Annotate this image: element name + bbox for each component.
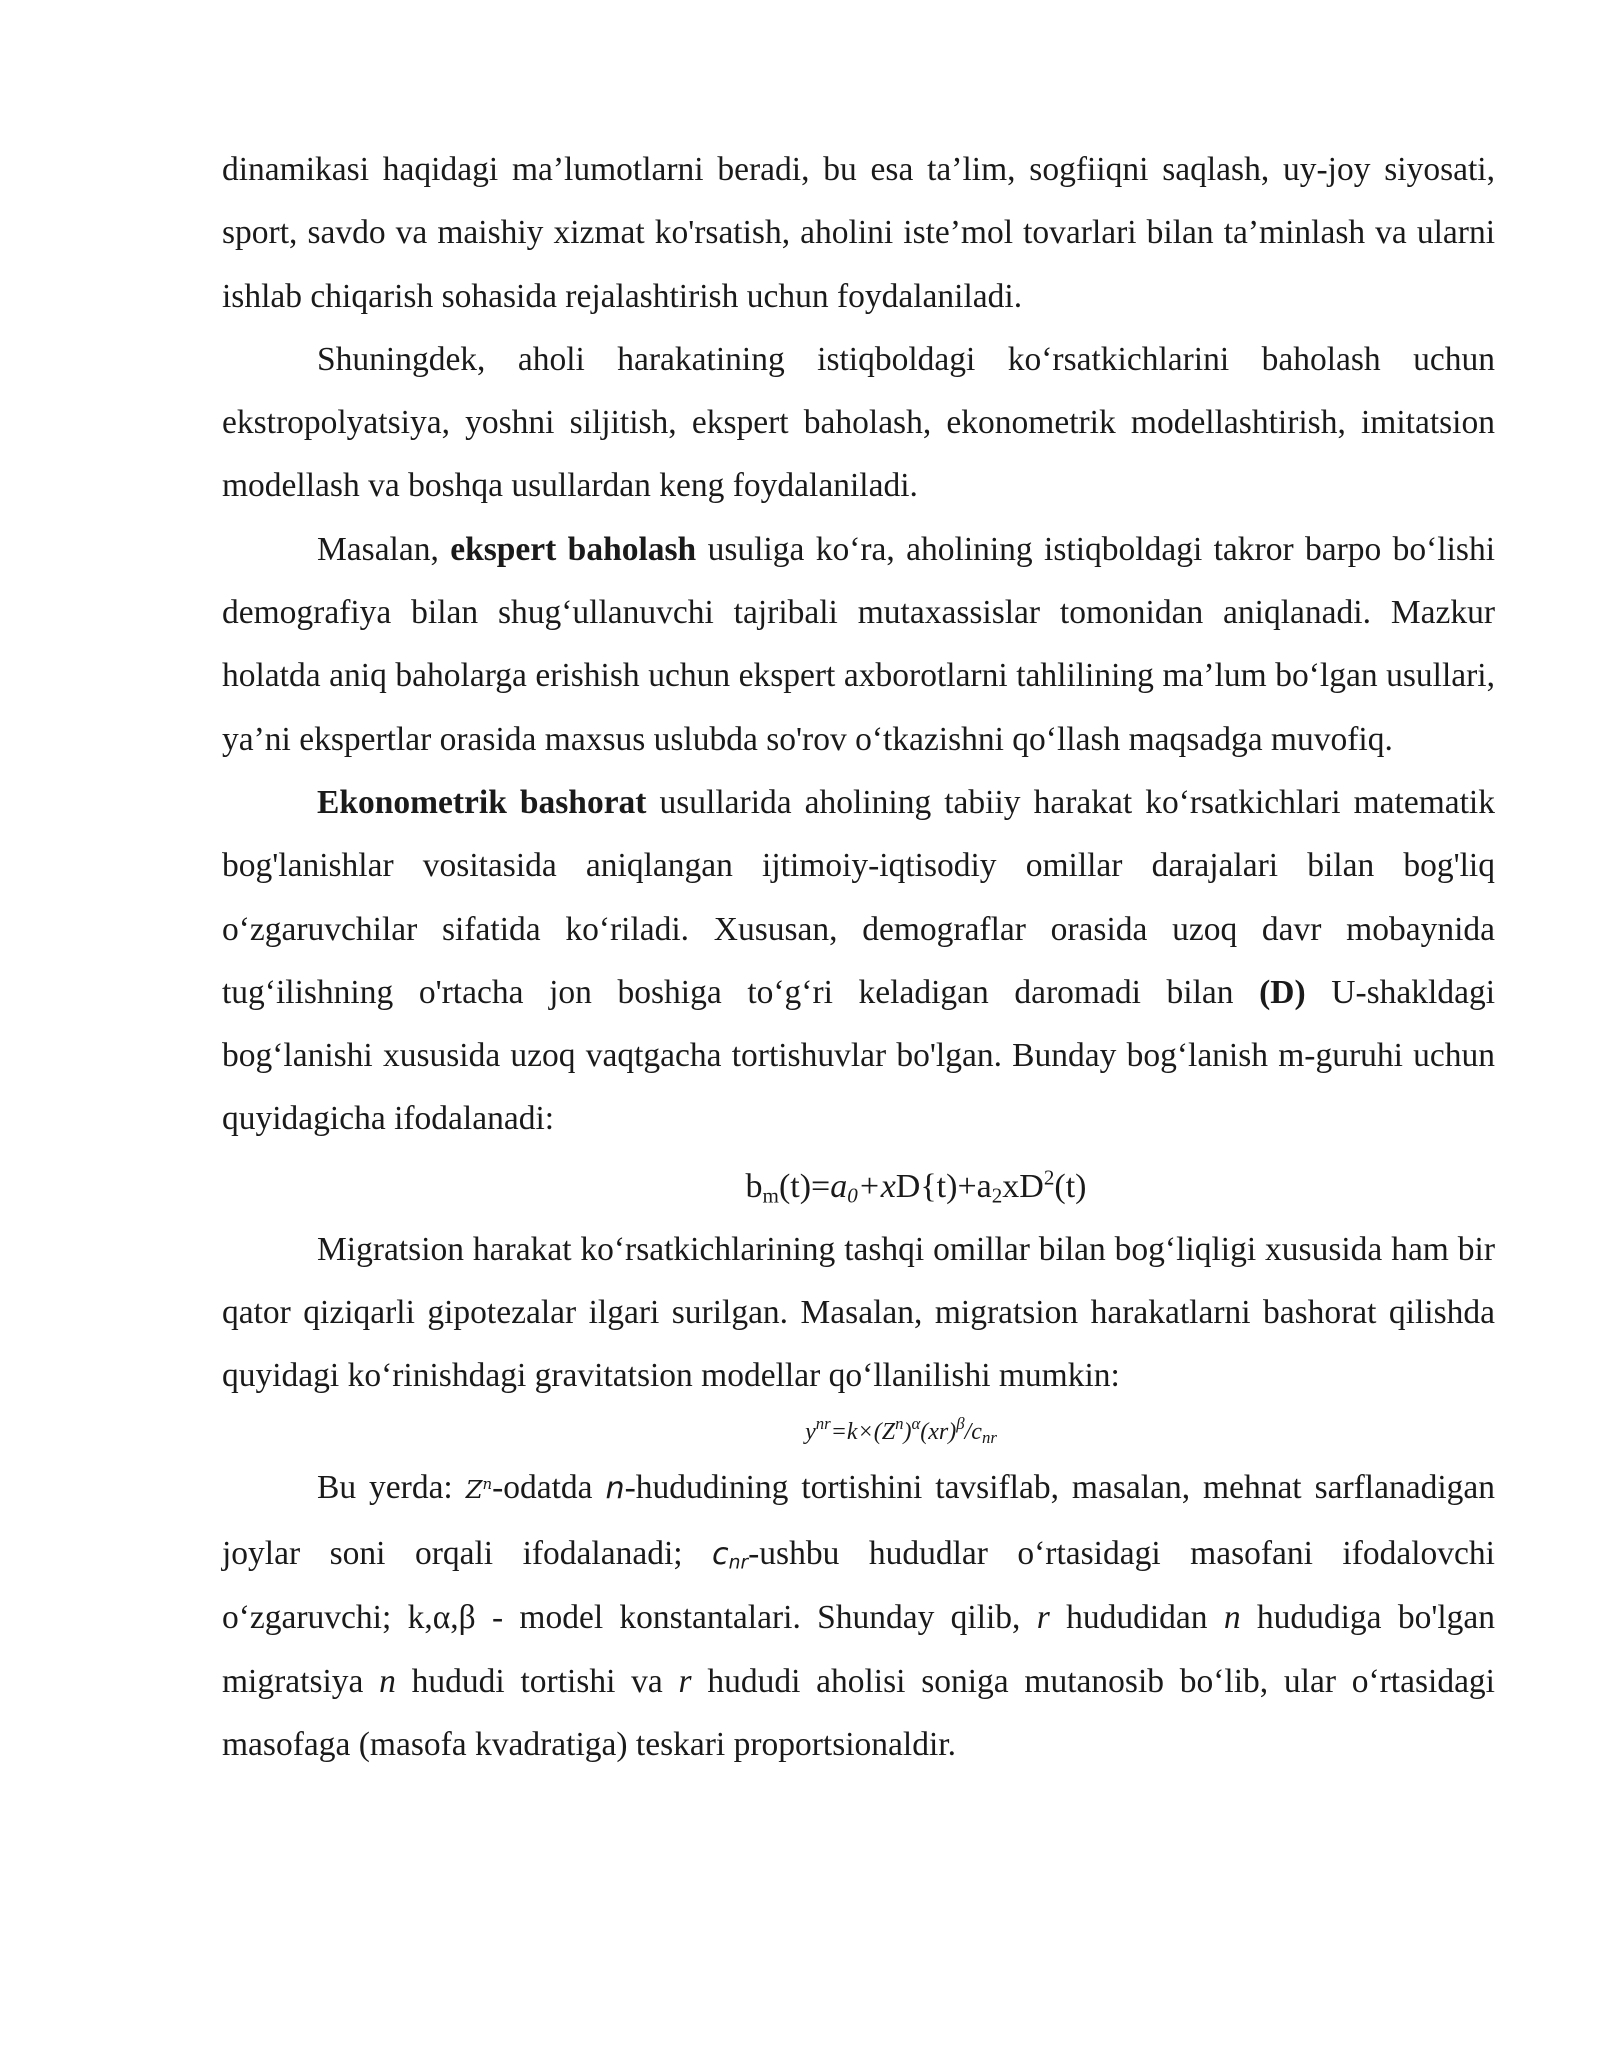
formula-a2-sub: 2 bbox=[991, 1183, 1003, 1208]
formula2-z-sup: n bbox=[895, 1413, 904, 1433]
paragraph-6-lead: Bu yerda: bbox=[317, 1468, 453, 1506]
formula2-alpha: α bbox=[911, 1413, 921, 1433]
formula-gravity-model bbox=[307, 1408, 1495, 1456]
symbol-n-3: n bbox=[379, 1662, 396, 1700]
formula-a0-sub: 0 bbox=[847, 1183, 858, 1208]
paragraph-3-rest: usuliga ko‘ra, aholining istiqboldagi takror barpo bo‘lishi demografiya bilan shug‘ullanuvchi tajribali mutaxassislar tomonidan aniqlanadi. Mazkur holatda aniq baholarga erishish uchun ekspert axborotlarni tahlilining ma’lum bo‘lgan usullari, ya’ni ekspertlar orasida maxsus uslubda so'rov o‘tkazishni qo‘llash maqsadga muvofiq. bbox=[222, 530, 1495, 758]
symbol-n-2: n bbox=[1223, 1599, 1241, 1637]
formula2-part-2: ) bbox=[903, 1418, 912, 1445]
paragraph-6-t3: -ushbu hududlar o‘rtasidagi masofani ifodalovchi o‘zgaruvchi; k,α,β - model konstantalari. Shunday qilib, bbox=[222, 1534, 1495, 1637]
paragraph-5-text: Migratsion harakat ko‘rsatkichlarining tashqi omillar bilan bog‘liqligi xususida ham bir qator qiziqarli gipotezalar ilgari surilgan. Masalan, migratsion harakatlarni bashorat qilishda quyidagi ko‘rinishdagi gravitatsion modellar qo‘llanilishi mumkin: bbox=[222, 1230, 1495, 1395]
paragraph-4-text-a: usullarida aholining tabiiy harakat ko‘rsatkichlari matematik bog'lanishlar vositasida aniqlangan ijtimoiy-iqtisodiy omillar darajalari bilan bog'liq o‘zgaruvchilar sifatida ko‘riladi. Xususan, demograflar orasida uzoq davr mobaynida tug‘ilishning o'rtacha jon boshiga to‘g‘ri keladigan daromadi bilan bbox=[222, 783, 1495, 1011]
paragraph-6 bbox=[222, 1456, 1495, 1776]
paragraph-2-text: Shuningdek, aholi harakatining istiqboldagi ko‘rsatkichlarini baholash uchun ekstropolyatsiya, yoshni siljitish, ekspert baholash, ekonometrik modellashtirish, imitatsion modellash va boshqa usullardan keng foydalaniladi. bbox=[222, 340, 1495, 505]
formula-square: 2 bbox=[1043, 1165, 1055, 1190]
paragraph-3 bbox=[222, 518, 1495, 771]
symbol-c-sub: nr bbox=[728, 1552, 749, 1574]
formula-a0: a bbox=[830, 1167, 848, 1205]
symbol-z bbox=[466, 1476, 492, 1504]
paragraph-5 bbox=[222, 1218, 1495, 1408]
paragraph-6-t1: -odatda bbox=[492, 1468, 593, 1506]
term-ekspert-baholash: ekspert baholash bbox=[450, 530, 697, 568]
paragraph-6-t4: hududidan bbox=[1066, 1599, 1208, 1637]
paragraph-6-t2: -hududining tortishini tavsiflab, masalan, mehnat sarflanadigan joylar soni orqali ifodalanadi; bbox=[222, 1468, 1496, 1572]
paragraph-6-t7: hududi aholisi soniga mutanosib bo‘lib, ular o‘rtasidagi masofaga (masofa kvadratiga) teskari proportsionaldir. bbox=[222, 1662, 1495, 1763]
formula2-y: y bbox=[805, 1418, 816, 1445]
formula2-part-3: (xr) bbox=[920, 1418, 957, 1445]
paragraph-2 bbox=[222, 328, 1495, 518]
paragraph-6-t6: hududi tortishi va bbox=[411, 1662, 663, 1700]
document-page bbox=[222, 138, 1495, 1776]
formula2-part-1: =k×(Z bbox=[830, 1418, 896, 1445]
term-ekonometrik-bashorat: Ekonometrik bashorat bbox=[317, 783, 647, 821]
symbol-z-sup: n bbox=[482, 1474, 493, 1493]
symbol-r-2: r bbox=[678, 1662, 692, 1700]
formula2-y-sup: nr bbox=[815, 1413, 831, 1433]
paragraph-3-lead: Masalan, bbox=[317, 530, 439, 568]
symbol-c-nr bbox=[712, 1537, 748, 1572]
paragraph-4-text-b: U-shakldagi bog‘lanishi xususida uzoq vaqtgacha tortishuvlar bo'lgan. Bunday bog‘lanish m-guruhi uchun quyidagicha ifodalanadi: bbox=[222, 973, 1496, 1138]
paragraph-1 bbox=[222, 138, 1495, 328]
formula-b: b bbox=[745, 1167, 763, 1205]
formula2-part-4: /c bbox=[964, 1418, 982, 1445]
symbol-r-1: r bbox=[1036, 1599, 1050, 1637]
formula2-c-sub: nr bbox=[981, 1427, 997, 1447]
paragraph-4 bbox=[222, 771, 1495, 1151]
paragraph-6-t5: hududiga bo'lgan migratsiya bbox=[222, 1599, 1496, 1700]
formula-bm bbox=[337, 1155, 1495, 1218]
formula2-beta: β bbox=[956, 1413, 965, 1433]
formula-mid: D{t)+a bbox=[895, 1167, 992, 1205]
formula-mid-2: xD bbox=[1002, 1167, 1044, 1205]
symbol-z-letter: Z bbox=[465, 1475, 483, 1504]
formula-part-1: (t)= bbox=[778, 1167, 831, 1205]
symbol-c-letter: c bbox=[712, 1536, 729, 1572]
paragraph-1-text: dinamikasi haqidagi ma’lumotlarni beradi, bu esa ta’lim, sogfiiqni saqlash, uy-joy siyosati, sport, savdo va maishiy xizmat ko'rsatish, aholini iste’mol tovarlari bilan ta’minlash va ularni ishlab chiqarish sohasida rejalashtirish uchun foydalaniladi. bbox=[222, 151, 1495, 315]
formula-b-sub: m bbox=[762, 1183, 779, 1208]
symbol-n-1: n bbox=[605, 1470, 625, 1506]
symbol-d: (D) bbox=[1259, 973, 1306, 1011]
formula-x: +x bbox=[857, 1167, 896, 1205]
formula-end: (t) bbox=[1054, 1167, 1087, 1205]
